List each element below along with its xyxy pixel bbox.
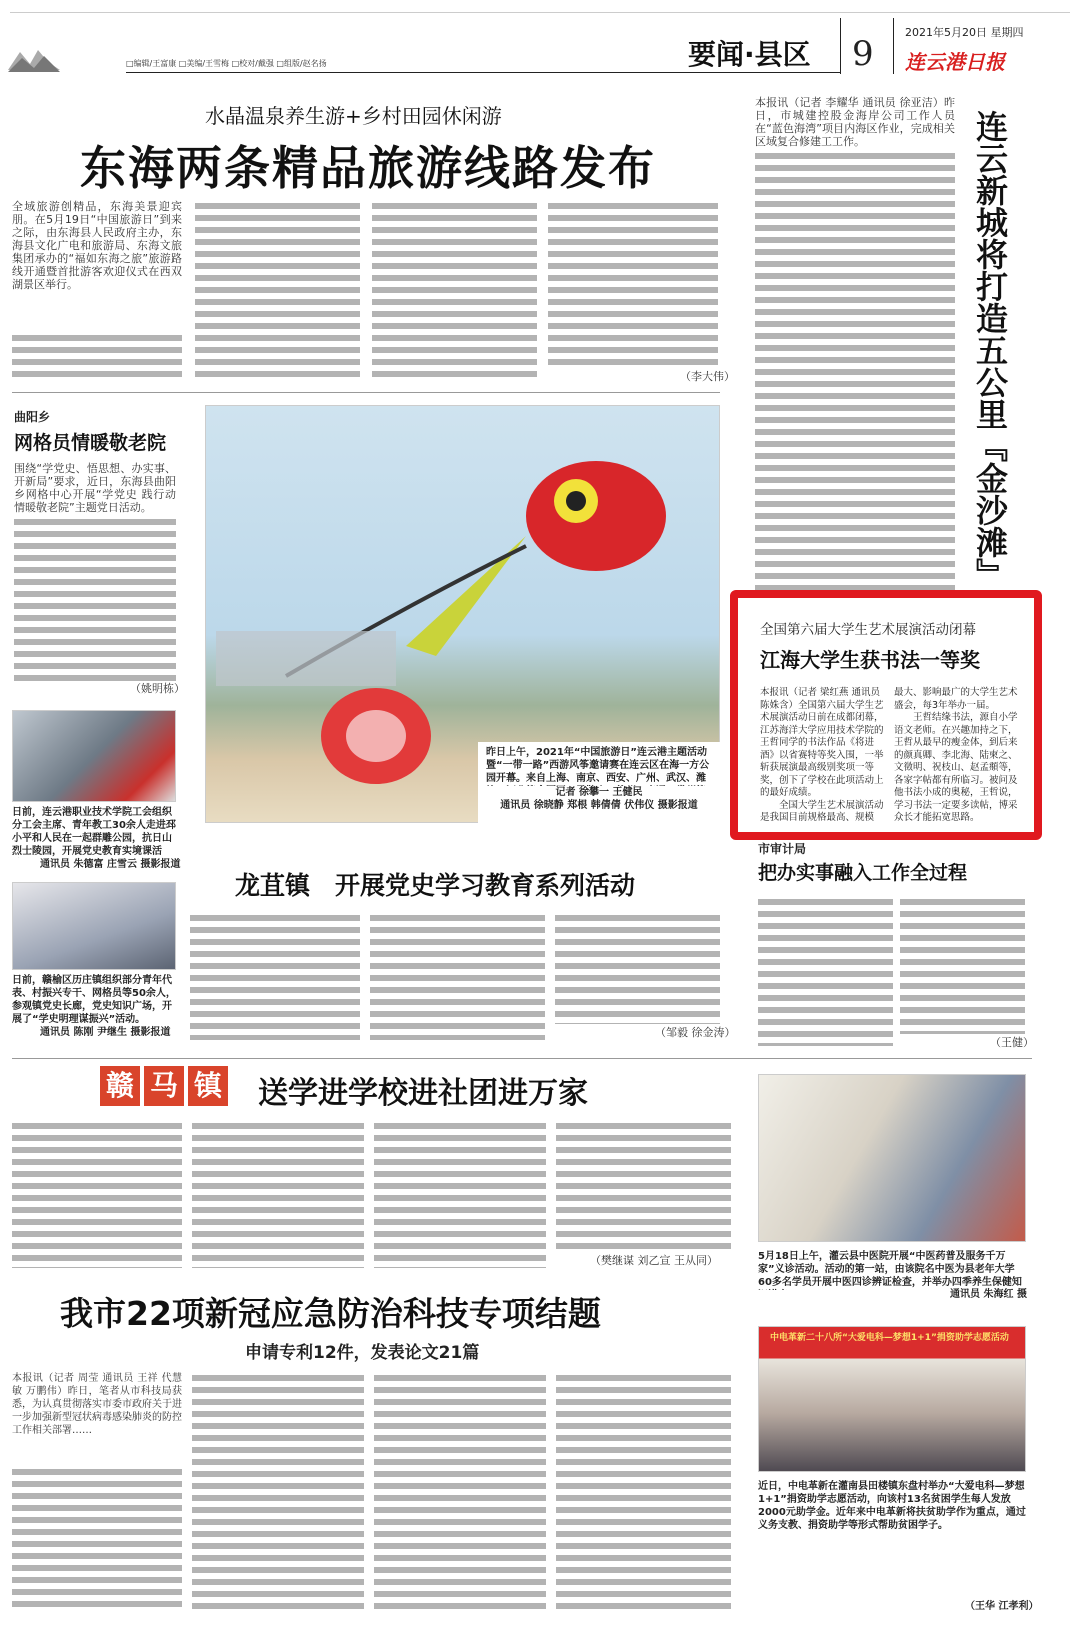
kite-caption: 昨日上午，2021年“中国旅游日”连云港主题活动暨“一带一路”西游风筝邀请赛在连云区在海一方公园开幕。来自上海、南京、西安、广州、武汉、潍 xyxy=(486,747,710,784)
a4-headline: 龙苴镇 开展党史学习教育系列活动 xyxy=(235,871,636,900)
kite-reporter: 记者 徐攀一 王健民 xyxy=(555,787,643,798)
a2-headline: 网格员情暖敬老院 xyxy=(14,432,167,454)
photo1-byline: 通讯员 朱德富 庄雪云 摄影报道 xyxy=(40,859,181,870)
photo2-byline: 通讯员 陈刚 尹继生 摄影报道 xyxy=(40,1027,171,1038)
photo3-byline: 通讯员 朱海红 摄 xyxy=(950,1289,1027,1300)
issue-date: 2021年5月20日 星期四 xyxy=(905,26,1024,39)
a1-lead: 全域旅游创精品，东海美景迎宾朋。在5月19日“中国旅游日”到来之际，由东海县人民政府主办，东海县文化广电和旅游局、东海文旅集团承办的“福如东海之旅”旅游路线开通暨首批游客欢迎仪式在西双湖景区举行。 xyxy=(12,200,182,291)
kite-byline: 通讯员 徐晓静 郑根 韩倩倩 伏伟仪 摄影报道 xyxy=(500,800,698,811)
a7-headline: 我市22项新冠应急防治科技专项结题 xyxy=(60,1294,601,1333)
newspaper-logo: 连云港日报 xyxy=(905,50,1005,74)
kite-caption-box xyxy=(478,742,720,824)
a1-byline: （李大伟） xyxy=(680,370,735,383)
photo3-caption: 5月18日上午，灌云县中医院开展“中医药普及服务千万家”义诊活动。活动的第一站，由该院名中医为县老年大学60多名学员开展中医四诊辨证检查，并举办四季养生保健知 xyxy=(758,1251,1022,1288)
editors-line: □编辑/王富康 □美编/王雪梅 □校对/戴强 □组版/赵名扬 xyxy=(126,59,327,68)
a5-unit: 市审计局 xyxy=(758,842,807,856)
masthead-mountain-logo xyxy=(8,44,60,72)
photo-charity-event xyxy=(758,1326,1026,1472)
feature-col1: 本报讯（记者 梁红燕 通讯员 陈姝含）全国第六届大学生艺术展演活动日前在成都闭幕，江苏海洋大学应用技术学院的王哲同学的书法作品《将进酒》以省赛特等奖入围，一举斩获展演最高级别奖项一等奖，创下了学校在此项活动上的最好成绩。 xyxy=(760,687,884,798)
feature-col1b: 全国大学生艺术展演活动是我国目前规格最高、规模 xyxy=(760,799,884,823)
a7-subhead: 申请专利12件，发表论文21篇 xyxy=(245,1343,480,1363)
photo-tcm-clinic xyxy=(758,1074,1026,1242)
a6-headline: 送学进学校进社团进万家 xyxy=(258,1076,588,1111)
section-title: 要闻·县区 xyxy=(688,38,811,71)
a2-lead: 围绕“学党史、悟思想、办实事、开新局”要求，近日，东海县曲阳乡网格中心开展“学党史 践行动 情暖敬老院”主题党日活动。 xyxy=(14,462,176,514)
photo4-caption: 近日，中电革新在灌南县田楼镇东盘村举办“大爱电科—梦想1+1”捐资助学志愿活动，向该村13名贫困学生每人发放2000元助学金。近年来中电革新将扶贫助学作为重点，通过义务支教、捐资助学等形式帮助贫困学子。 xyxy=(758,1481,1026,1531)
a2-town: 曲阳乡 xyxy=(14,410,51,424)
photo4-banner: 中电革新二十八所“大爱电科—梦想1+1”捐资助学志愿活动 xyxy=(770,1333,1009,1343)
a4-byline: （邹毅 徐金涛） xyxy=(655,1026,736,1039)
feature-col2: 最大、影响最广的大学生艺术盛会，每3年举办一届。 xyxy=(894,687,1018,711)
photo-village-youth xyxy=(12,882,176,970)
a1-headline: 东海两条精品旅游线路发布 xyxy=(80,141,656,195)
feature-col2b: 王哲结缘书法，源自小学语文老师。在兴趣加持之下，王哲从最早的瘦金体，到后来的颜真卿、李北海、陆柬之、文徵明、祝枝山、赵孟頫等，各家字帖都有所临习。被问及他书法小成的奥秘，王哲说，学习书法一定要多读帖，博采众长才能拓宽思路。 xyxy=(894,712,1018,823)
feature-box xyxy=(730,590,1042,840)
a1-kicker: 水晶温泉养生游+乡村田园休闲游 xyxy=(205,104,502,128)
page-number: 9 xyxy=(852,34,874,74)
photo-party-history-class xyxy=(12,710,176,802)
photo2-caption: 日前，赣榆区历庄镇组织部分青年代表、村振兴专干、网格员等50余人，参观镇党史长廊，党史知识广场，开展了“学史明理谋振兴”活动。 xyxy=(12,975,176,1025)
photo1-caption: 日前，连云港职业技术学院工会组织分工会主席、青年教工30余人走进邳小平和人民在一起群雕公园，抗日山烈士陵园，开展党史教育实境课活 xyxy=(12,807,176,857)
a3-headline: 连云新城将打造五公里『金沙滩』 xyxy=(971,110,1009,590)
town-char: 赣 xyxy=(100,1066,140,1106)
town-char: 马 xyxy=(144,1066,184,1106)
a7-lead: 本报讯（记者 周莹 通讯员 王祥 代慧敏 万鹏伟）昨日，笔者从市科技局获悉，为认真贯彻落实市委市政府关于进一步加强新型冠状病毒感染肺炎的防控工作相关部署…… xyxy=(12,1373,182,1436)
a6-town-label xyxy=(100,1066,228,1106)
a3-lead: 本报讯（记者 李耀华 通讯员 徐亚洁）昨日，市城建控股金海岸公司工作人员在“蓝色海湾”项目内海区作业，完成相关区域复合修建工工作。 xyxy=(755,96,955,148)
feature-headline: 江海大学生获书法一等奖 xyxy=(760,648,980,672)
town-char: 镇 xyxy=(188,1066,228,1106)
a6-byline: （樊继谋 刘乙宣 王从同） xyxy=(590,1254,718,1267)
a5-headline: 把办实事融入工作全过程 xyxy=(758,862,968,884)
a5-byline: （王健） xyxy=(990,1036,1034,1049)
a7-byline: （王华 江孝利） xyxy=(965,1601,1039,1612)
a2-byline: （姚明栋） xyxy=(130,682,185,695)
feature-kicker: 全国第六届大学生艺术展演活动闭幕 xyxy=(760,622,976,638)
